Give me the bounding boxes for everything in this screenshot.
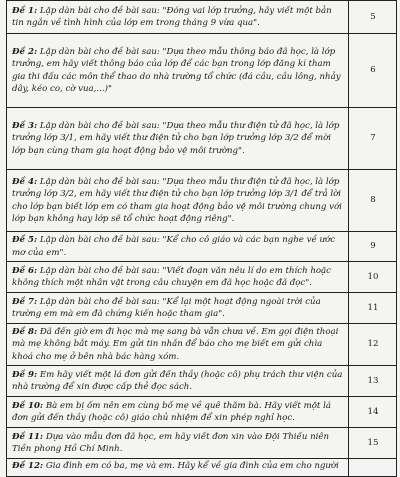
page-number: 5 (349, 1, 397, 34)
entry-text: Lập dàn bài cho đề bài sau: "Viết đoạn văn nêu lí do em thích hoặc không thích một nhân vật trong câu chuyện em đã học hoặc đã đọc". (12, 265, 331, 288)
entry-text: Dựa vào mẫu đơn đã học, em hãy viết đơn xin vào Đội Thiếu niên Tiền phong Hồ Chí Minh. (12, 431, 330, 455)
toc-row (7, 262, 397, 293)
toc-entry (7, 108, 349, 170)
toc-row (7, 324, 397, 366)
entry-label: Đề 6: (12, 265, 38, 276)
entry-label: Đề 5: (12, 235, 38, 246)
toc-row (7, 366, 397, 397)
entry-label: Đề 12: (12, 461, 44, 472)
entry-label: Đề 3: (12, 120, 38, 131)
toc-row (7, 232, 397, 262)
toc-row (7, 1, 397, 34)
page-number (349, 459, 397, 477)
table-of-contents (6, 0, 397, 477)
toc-entry (7, 366, 349, 397)
toc-entry (7, 459, 349, 477)
toc-entry (7, 232, 349, 262)
entry-text: Đã đến giờ em đi học mà mẹ sang bà vẫn chưa về. Em gọi điện thoại mà mẹ không bắt máy. Em gửi tin nhắn để báo cho mẹ biết em gửi chìa khoá cho mẹ ở bên nhà bác hàng xóm. (12, 327, 339, 362)
entry-label: Đề 1: (12, 5, 38, 16)
entry-text: Lập dàn bài cho đề bài sau: "Dựa theo mẫu thư điện tử đã học, là lớp trưởng lớp 3/2, em hãy viết thư điện tử cho bạn lớp trưởng lớp 3/1 để trả lời cho lớp bạn biết lớp em có tham gia hoạt động bảo vệ môi trường chung với lớp bạn không hay lớp sẽ tổ chức hoạt động riêng". (12, 176, 342, 224)
toc-row (7, 293, 397, 324)
toc-entry (7, 1, 349, 34)
page-number: 12 (349, 324, 397, 366)
toc-row (7, 428, 397, 459)
entry-text: Lập dàn bài cho đề bài sau: "Đóng vai lớp trưởng, hãy viết một bản tin ngắn về tình hình của lớp em trong tháng 9 vừa qua". (12, 5, 332, 28)
entry-label: Đề 8: (12, 327, 38, 337)
entry-label: Đề 2: (12, 46, 38, 57)
toc-entry (7, 34, 349, 108)
entry-text: Lập dàn bài cho đề bài sau: "Dựa theo mẫu thư điện tử đã học, là lớp trưởng lớp 3/1, em hãy viết thư điện tử cho bạn lớp trưởng lớp 3/2 để mời lớp bạn cùng tham gia hoạt động bảo vệ môi trường". (12, 120, 340, 156)
toc-entry (7, 262, 349, 293)
page-number: 6 (349, 34, 397, 108)
entry-text: Lập dàn bài cho đề bài sau: "Kể cho cô giáo và các bạn nghe về ước mơ của em". (12, 235, 336, 258)
entry-text: Lập dàn bài cho đề bài sau: "Dựa theo mẫu thông báo đã học, là lớp trưởng, em hãy viết thông báo của lớp để các bạn trong lớp đăng kí tham gia thi đấu các môn thể thao do nhà trường tổ chức (đá cầu, cầu lông, nhảy dây, kéo co, cờ vua,...)" (12, 46, 341, 94)
page-number: 7 (349, 108, 397, 170)
entry-label: Đề 7: (12, 296, 38, 307)
toc-entry (7, 170, 349, 232)
toc-entry (7, 293, 349, 324)
entry-label: Đề 11: (12, 431, 44, 442)
toc-row (7, 397, 397, 428)
toc-entry (7, 397, 349, 428)
toc-row (7, 459, 397, 477)
entry-text: Bà em bị ốm nên em cùng bố mẹ về quê thăm bà. Hãy viết một lá đơn gửi đến thầy (hoặc cô) giáo chủ nhiệm để xin phép nghỉ học. (12, 400, 331, 424)
toc-row (7, 34, 397, 108)
toc-row (7, 170, 397, 232)
entry-text: Lập dàn bài cho đề bài sau: "Kể lại một hoạt động ngoài trời của trường em mà em đã chứng kiến hoặc tham gia". (12, 296, 321, 319)
page-number: 14 (349, 397, 397, 428)
entry-label: Đề 9: (12, 369, 38, 380)
entry-label: Đề 4: (12, 176, 38, 187)
toc-entry (7, 324, 349, 366)
entry-label: Đề 10: (12, 400, 44, 411)
page-number: 8 (349, 170, 397, 232)
page-number: 11 (349, 293, 397, 324)
entry-text: Gia đình em có ba, mẹ và em. Hãy kể về gia đình của em cho người (45, 461, 339, 472)
page-number: 13 (349, 366, 397, 397)
toc-row (7, 108, 397, 170)
toc-entry (7, 428, 349, 459)
page-number: 10 (349, 262, 397, 293)
entry-text: Em hãy viết một lá đơn gửi đến thầy (hoặc cô) phụ trách thư viện của nhà trường để xin được cấp thẻ đọc sách. (12, 369, 343, 393)
page-number: 9 (349, 232, 397, 262)
page-number: 15 (349, 428, 397, 459)
